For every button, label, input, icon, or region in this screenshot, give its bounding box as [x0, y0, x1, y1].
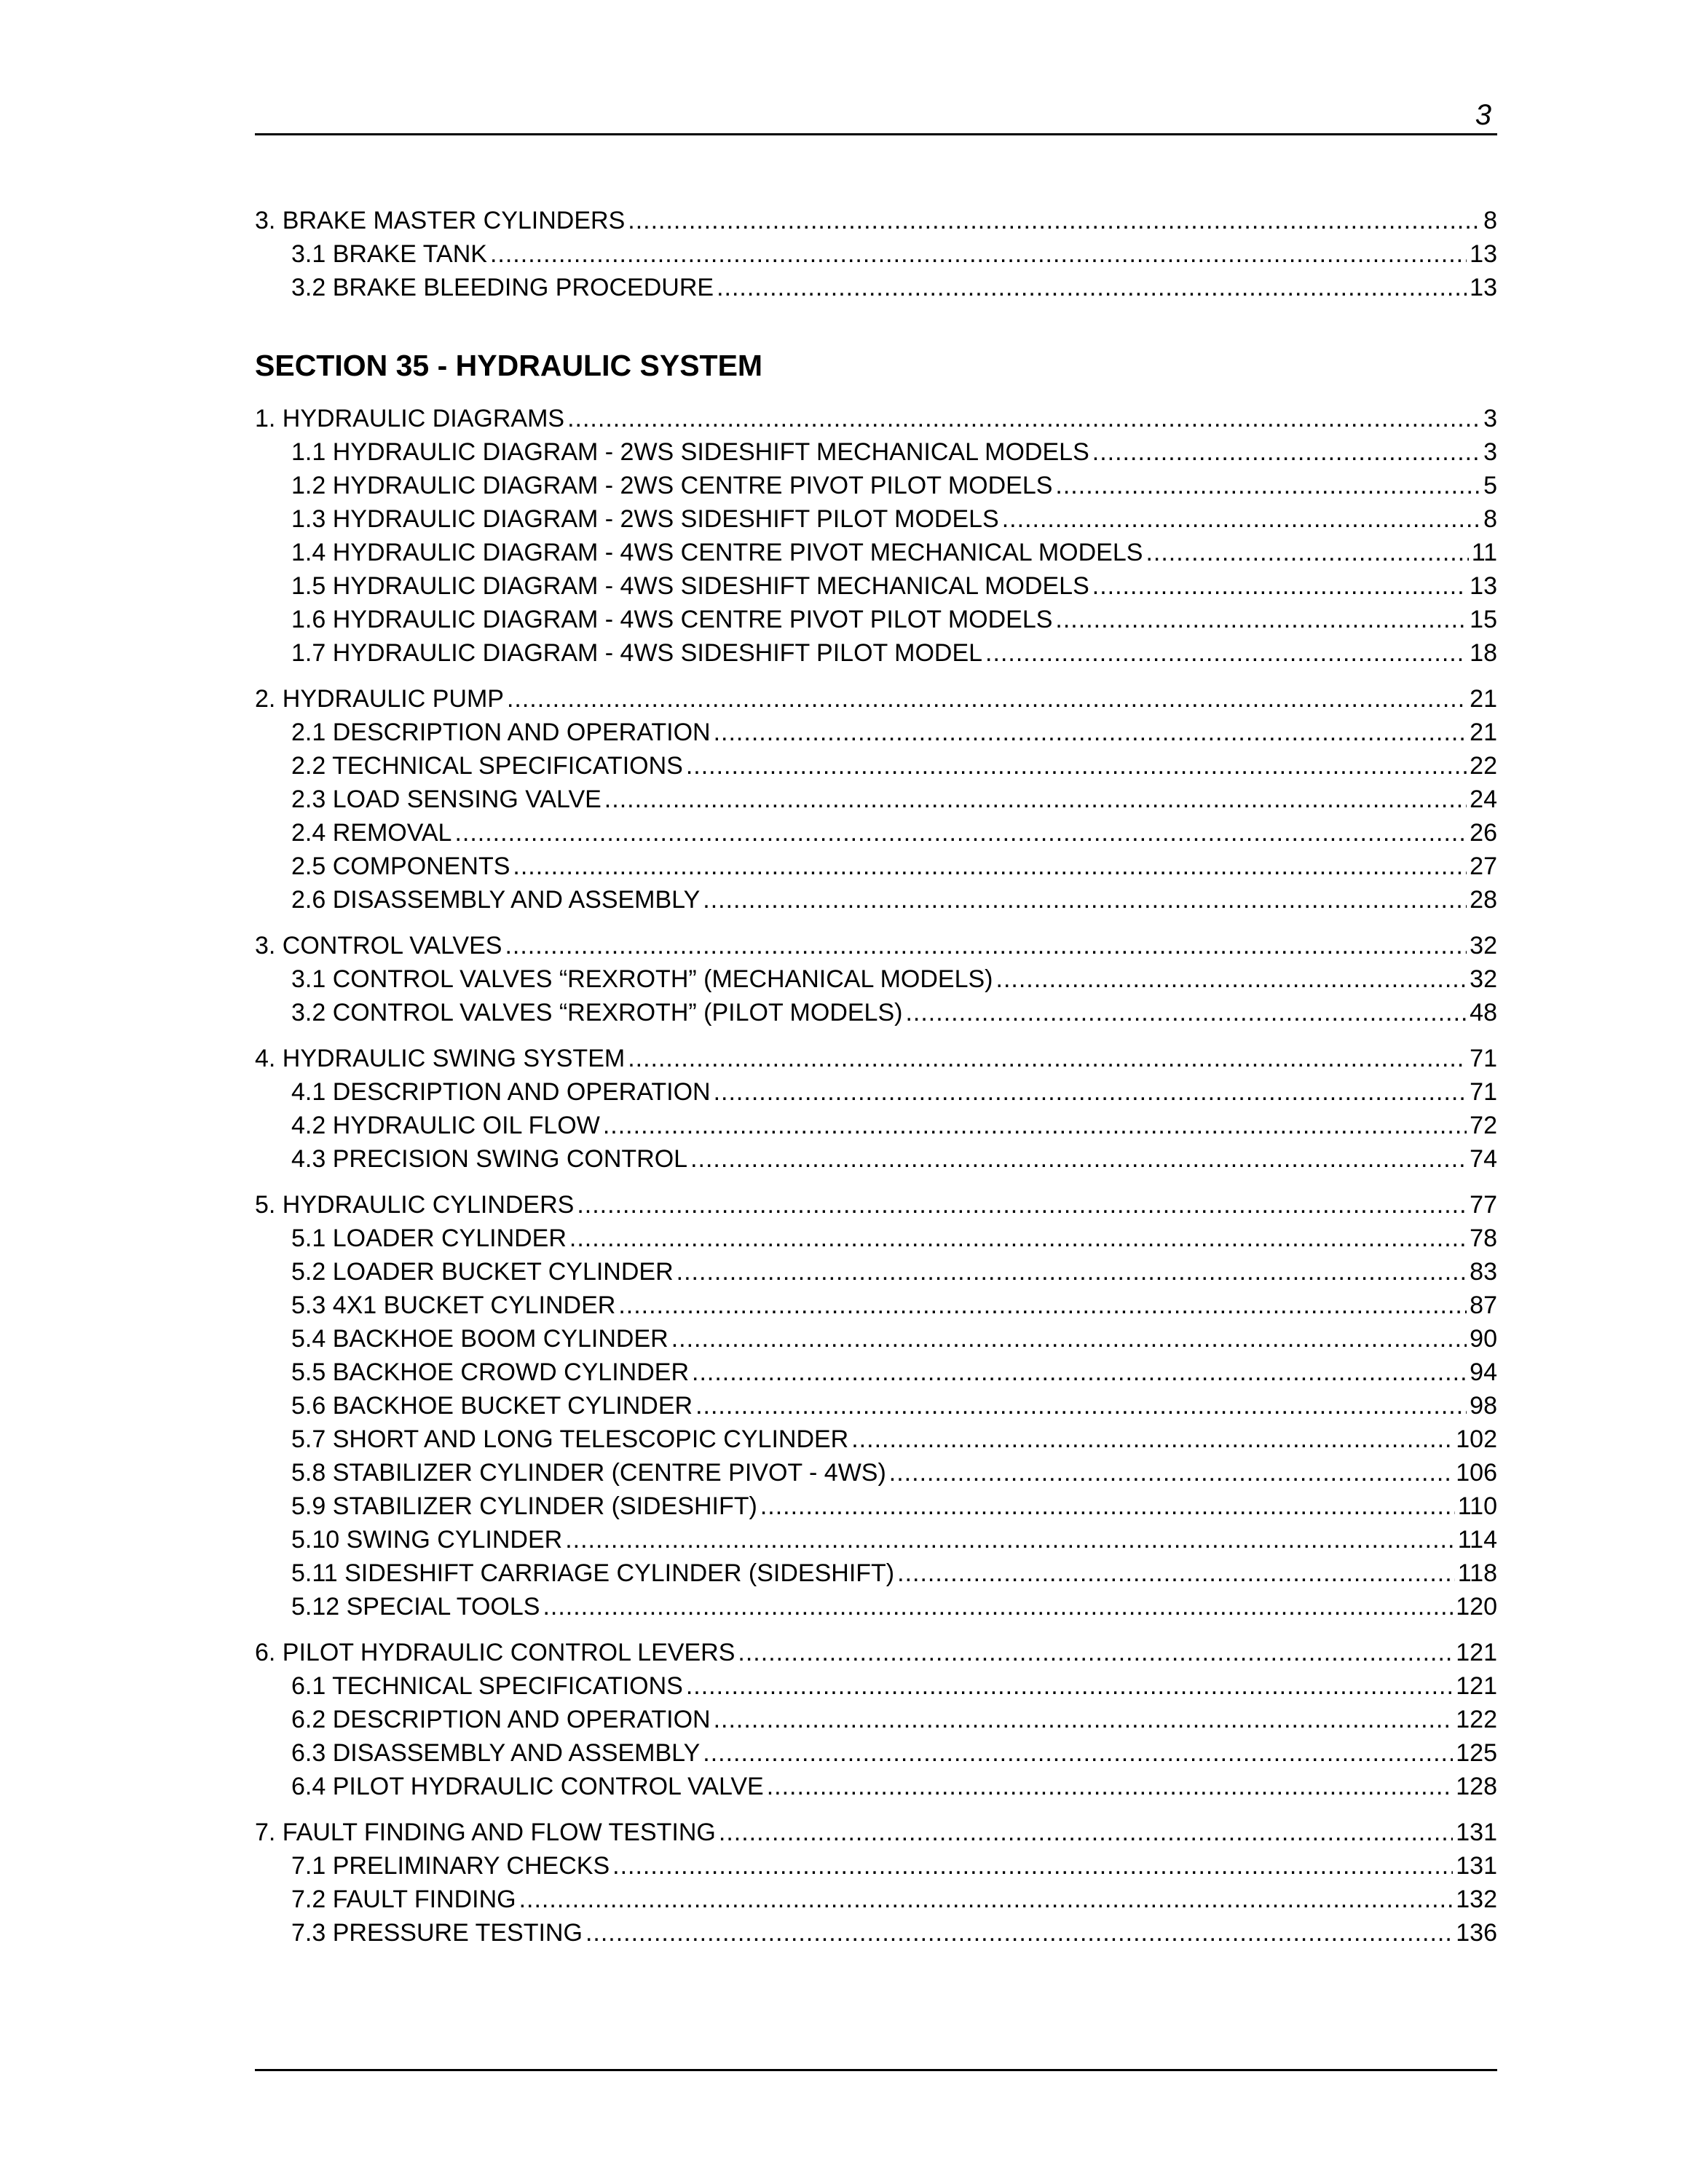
toc-entry-label: 5.6 BACKHOE BUCKET CYLINDER	[291, 1392, 693, 1420]
toc-entry-label: 3.2 CONTROL VALVES “REXROTH” (PILOT MODELS)	[291, 999, 903, 1026]
toc-subentry[interactable]	[255, 469, 1497, 502]
toc-entry-page: 122	[1456, 1706, 1497, 1733]
dot-leader	[454, 816, 1467, 850]
toc-entry[interactable]	[255, 929, 1497, 962]
toc-entry-label: 2. HYDRAULIC PUMP	[255, 685, 504, 713]
section-heading: SECTION 35 - HYDRAULIC SYSTEM	[255, 349, 763, 382]
toc-entry-label: 2.1 DESCRIPTION AND OPERATION	[291, 719, 711, 746]
toc-subentry[interactable]	[255, 435, 1497, 469]
toc-subentry[interactable]	[255, 237, 1497, 271]
toc-entry-page: 32	[1470, 965, 1497, 993]
dot-leader	[603, 1109, 1467, 1142]
toc-entry[interactable]	[255, 204, 1497, 237]
toc-entry-label: 2.5 COMPONENTS	[291, 852, 510, 880]
toc-subentry[interactable]	[255, 636, 1497, 670]
toc-subentry[interactable]	[255, 749, 1497, 783]
dot-leader	[692, 1356, 1467, 1389]
toc-entry-label: 3. CONTROL VALVES	[255, 932, 502, 960]
toc-entry-page: 83	[1470, 1258, 1497, 1286]
toc-entry-label: 3.1 BRAKE TANK	[291, 240, 487, 268]
group-spacer	[255, 1803, 1497, 1816]
dot-leader	[628, 1042, 1467, 1075]
dot-leader	[686, 1669, 1453, 1703]
dot-leader	[604, 783, 1467, 816]
toc-entry-label: 1.6 HYDRAULIC DIAGRAM - 4WS CENTRE PIVOT PILOT MODELS	[291, 606, 1053, 633]
dot-leader	[686, 749, 1467, 783]
toc-entry-page: 77	[1470, 1191, 1497, 1219]
toc-entry-label: 2.2 TECHNICAL SPECIFICATIONS	[291, 752, 683, 780]
toc-entry-label: 5.12 SPECIAL TOOLS	[291, 1593, 540, 1621]
toc-subentry[interactable]	[255, 850, 1497, 883]
toc-entry-page: 32	[1470, 932, 1497, 960]
toc-entry-page: 3	[1483, 405, 1497, 432]
toc-subentry[interactable]	[255, 1109, 1497, 1142]
dot-leader	[543, 1590, 1453, 1623]
toc-subentry[interactable]	[255, 1669, 1497, 1703]
toc-subentry[interactable]	[255, 1389, 1497, 1423]
toc-entry-label: 5.5 BACKHOE CROWD CYLINDER	[291, 1358, 689, 1386]
toc-entry-page: 22	[1470, 752, 1497, 780]
toc-entry-label: 4.2 HYDRAULIC OIL FLOW	[291, 1112, 600, 1139]
group-spacer	[255, 917, 1497, 929]
group-spacer	[255, 1176, 1497, 1188]
group-spacer	[255, 1029, 1497, 1042]
toc-entry-page: 87	[1470, 1291, 1497, 1319]
toc-entry-label: 5.8 STABILIZER CYLINDER (CENTRE PIVOT - 4WS)	[291, 1459, 886, 1487]
dot-leader	[671, 1322, 1467, 1356]
toc-subentry[interactable]	[255, 1322, 1497, 1356]
toc-subentry[interactable]	[255, 1423, 1497, 1456]
toc-entry[interactable]	[255, 1816, 1497, 1849]
dot-leader	[703, 883, 1467, 917]
toc-subentry[interactable]	[255, 1255, 1497, 1289]
toc-entry-label: 1.3 HYDRAULIC DIAGRAM - 2WS SIDESHIFT PILOT MODELS	[291, 505, 999, 533]
toc-entry-label: 6.2 DESCRIPTION AND OPERATION	[291, 1706, 711, 1733]
toc-entry-label: 7. FAULT FINDING AND FLOW TESTING	[255, 1819, 716, 1846]
toc-entry[interactable]	[255, 1188, 1497, 1222]
toc-entry-label: 3. BRAKE MASTER CYLINDERS	[255, 207, 626, 234]
dot-leader	[490, 237, 1467, 271]
toc-entry-label: 5.2 LOADER BUCKET CYLINDER	[291, 1258, 674, 1286]
toc-entry-page: 24	[1470, 786, 1497, 813]
toc-subentry[interactable]	[255, 783, 1497, 816]
toc-subentry[interactable]	[255, 1770, 1497, 1803]
toc-subentry[interactable]	[255, 962, 1497, 996]
dot-leader	[565, 1523, 1455, 1556]
toc-entry-label: 5.1 LOADER CYLINDER	[291, 1224, 567, 1252]
toc-entry-label: 3.2 BRAKE BLEEDING PROCEDURE	[291, 274, 714, 301]
toc-subentry[interactable]	[255, 883, 1497, 917]
toc-entry-page: 120	[1456, 1593, 1497, 1621]
toc-entry-label: 5.3 4X1 BUCKET CYLINDER	[291, 1291, 616, 1319]
toc-entry-label: 1.2 HYDRAULIC DIAGRAM - 2WS CENTRE PIVOT PILOT MODELS	[291, 472, 1053, 499]
toc-subentry[interactable]	[255, 1556, 1497, 1590]
table-of-contents	[255, 204, 1497, 1950]
dot-leader	[767, 1770, 1454, 1803]
toc-entry-label: 7.2 FAULT FINDING	[291, 1886, 516, 1913]
dot-leader	[618, 1289, 1467, 1322]
toc-entry[interactable]	[255, 1042, 1497, 1075]
toc-entry-page: 131	[1456, 1852, 1497, 1880]
toc-subentry[interactable]	[255, 1456, 1497, 1489]
dot-leader	[695, 1389, 1467, 1423]
toc-entry-label: 5. HYDRAULIC CYLINDERS	[255, 1191, 575, 1219]
dot-leader	[1092, 435, 1480, 469]
toc-entry-page: 132	[1456, 1886, 1497, 1913]
toc-entry-page: 71	[1470, 1078, 1497, 1106]
dot-leader	[714, 716, 1467, 749]
toc-entry-page: 21	[1470, 719, 1497, 746]
toc-subentry[interactable]	[255, 1075, 1497, 1109]
dot-leader	[889, 1456, 1453, 1489]
group-spacer	[255, 670, 1497, 682]
toc-subentry[interactable]	[255, 996, 1497, 1029]
dot-leader	[717, 271, 1467, 304]
toc-entry-page: 5	[1483, 472, 1497, 499]
toc-entry-label: 1.4 HYDRAULIC DIAGRAM - 4WS CENTRE PIVOT MECHANICAL MODELS	[291, 539, 1143, 566]
toc-subentry[interactable]	[255, 536, 1497, 569]
toc-subentry[interactable]	[255, 1736, 1497, 1770]
toc-entry-page: 72	[1470, 1112, 1497, 1139]
toc-entry-page: 94	[1470, 1358, 1497, 1386]
dot-leader	[507, 682, 1467, 716]
toc-entry-page: 71	[1470, 1045, 1497, 1072]
toc-entry-page: 118	[1457, 1559, 1497, 1587]
dot-leader	[760, 1489, 1455, 1523]
toc-entry[interactable]	[255, 402, 1497, 435]
toc-entry-label: 4.3 PRECISION SWING CONTROL	[291, 1145, 688, 1173]
toc-entry-page: 131	[1456, 1819, 1497, 1846]
toc-entry-label: 7.1 PRELIMINARY CHECKS	[291, 1852, 610, 1880]
dot-leader	[519, 1883, 1454, 1916]
toc-subentry[interactable]	[255, 1356, 1497, 1389]
toc-entry-page: 15	[1470, 606, 1497, 633]
toc-entry-page: 13	[1470, 240, 1497, 268]
toc-subentry[interactable]	[255, 716, 1497, 749]
toc-subentry[interactable]	[255, 1222, 1497, 1255]
toc-entry-label: 2.3 LOAD SENSING VALVE	[291, 786, 602, 813]
toc-entry-label: 1.7 HYDRAULIC DIAGRAM - 4WS SIDESHIFT PILOT MODEL	[291, 639, 983, 667]
toc-entry-label: 5.10 SWING CYLINDER	[291, 1526, 563, 1554]
toc-entry-label: 5.9 STABILIZER CYLINDER (SIDESHIFT)	[291, 1492, 757, 1520]
toc-entry[interactable]	[255, 682, 1497, 716]
toc-entry-page: 13	[1470, 572, 1497, 600]
dot-leader	[1055, 469, 1480, 502]
toc-entry-page: 125	[1456, 1739, 1497, 1767]
toc-subentry[interactable]	[255, 1142, 1497, 1176]
toc-entry-label: 6.4 PILOT HYDRAULIC CONTROL VALVE	[291, 1773, 764, 1800]
toc-entry-label: 3.1 CONTROL VALVES “REXROTH” (MECHANICAL MODELS)	[291, 965, 993, 993]
toc-entry-label: 6.1 TECHNICAL SPECIFICATIONS	[291, 1672, 683, 1700]
group-spacer	[255, 1623, 1497, 1636]
toc-entry-label: 7.3 PRESSURE TESTING	[291, 1919, 583, 1947]
toc-entry-label: 2.4 REMOVAL	[291, 819, 452, 847]
toc-entry-label: 6.3 DISASSEMBLY AND ASSEMBLY	[291, 1739, 701, 1767]
toc-entry-page: 128	[1456, 1773, 1497, 1800]
dot-leader	[677, 1255, 1467, 1289]
dot-leader	[628, 204, 1480, 237]
toc-subentry[interactable]	[255, 1703, 1497, 1736]
toc-entry-page: 28	[1470, 886, 1497, 914]
toc-subentry[interactable]	[255, 1883, 1497, 1916]
toc-entry-label: 1.1 HYDRAULIC DIAGRAM - 2WS SIDESHIFT MECHANICAL MODELS	[291, 438, 1089, 466]
toc-subentry[interactable]	[255, 271, 1497, 304]
toc-entry-page: 121	[1456, 1672, 1497, 1700]
toc-entry-page: 8	[1483, 505, 1497, 533]
toc-entry-page: 90	[1470, 1325, 1497, 1353]
toc-entry-page: 78	[1470, 1224, 1497, 1252]
toc-entry-label: 6. PILOT HYDRAULIC CONTROL LEVERS	[255, 1639, 735, 1666]
dot-leader	[719, 1816, 1453, 1849]
toc-entry-label: 5.11 SIDESHIFT CARRIAGE CYLINDER (SIDESHIFT)	[291, 1559, 895, 1587]
toc-entry-label: 1.5 HYDRAULIC DIAGRAM - 4WS SIDESHIFT MECHANICAL MODELS	[291, 572, 1089, 600]
toc-entry-label: 5.7 SHORT AND LONG TELESCOPIC CYLINDER	[291, 1425, 849, 1453]
toc-entry-page: 18	[1470, 639, 1497, 667]
dot-leader	[1092, 569, 1467, 603]
toc-entry-page: 98	[1470, 1392, 1497, 1420]
dot-leader	[567, 402, 1480, 435]
toc-entry-page: 114	[1457, 1526, 1497, 1554]
dot-leader	[703, 1736, 1453, 1770]
toc-subentry[interactable]	[255, 1489, 1497, 1523]
dot-leader	[897, 1556, 1455, 1590]
toc-entry-page: 102	[1456, 1425, 1497, 1453]
toc-entry-page: 27	[1470, 852, 1497, 880]
toc-subentry[interactable]	[255, 1289, 1497, 1322]
toc-entry-page: 106	[1456, 1459, 1497, 1487]
toc-entry-page: 21	[1470, 685, 1497, 713]
toc-subentry[interactable]	[255, 603, 1497, 636]
toc-entry-page: 110	[1457, 1492, 1497, 1520]
dot-leader	[738, 1636, 1453, 1669]
dot-leader	[612, 1849, 1453, 1883]
toc-entry-label: 5.4 BACKHOE BOOM CYLINDER	[291, 1325, 669, 1353]
toc-entry-page: 8	[1483, 207, 1497, 234]
toc-subentry[interactable]	[255, 1916, 1497, 1950]
toc-subentry[interactable]	[255, 1590, 1497, 1623]
dot-leader	[505, 929, 1467, 962]
dot-leader	[851, 1423, 1453, 1456]
dot-leader	[905, 996, 1467, 1029]
toc-entry-label: 4. HYDRAULIC SWING SYSTEM	[255, 1045, 626, 1072]
toc-entry[interactable]	[255, 1636, 1497, 1669]
toc-entry-page: 48	[1470, 999, 1497, 1026]
toc-entry-page: 11	[1471, 539, 1497, 566]
dot-leader	[569, 1222, 1467, 1255]
toc-entry-page: 121	[1456, 1639, 1497, 1666]
toc-subentry[interactable]	[255, 502, 1497, 536]
dot-leader	[1002, 502, 1480, 536]
toc-subentry[interactable]	[255, 569, 1497, 603]
dot-leader	[585, 1916, 1453, 1950]
footer-rule	[255, 2069, 1497, 2071]
dot-leader	[996, 962, 1467, 996]
toc-entry-label: 4.1 DESCRIPTION AND OPERATION	[291, 1078, 711, 1106]
toc-entry-page: 3	[1483, 438, 1497, 466]
toc-entry-label: 2.6 DISASSEMBLY AND ASSEMBLY	[291, 886, 701, 914]
dot-leader	[714, 1075, 1467, 1109]
toc-entry-page: 26	[1470, 819, 1497, 847]
dot-leader	[1145, 536, 1468, 569]
toc-entry-page: 74	[1470, 1145, 1497, 1173]
dot-leader	[1055, 603, 1467, 636]
dot-leader	[690, 1142, 1467, 1176]
page-number: 3	[1475, 99, 1491, 131]
dot-leader	[513, 850, 1467, 883]
dot-leader	[714, 1703, 1454, 1736]
dot-leader	[985, 636, 1467, 670]
toc-subentry[interactable]	[255, 1523, 1497, 1556]
dot-leader	[577, 1188, 1467, 1222]
toc-subentry[interactable]	[255, 816, 1497, 850]
toc-subentry[interactable]	[255, 1849, 1497, 1883]
toc-entry-label: 1. HYDRAULIC DIAGRAMS	[255, 405, 565, 432]
toc-entry-page: 136	[1456, 1919, 1497, 1947]
toc-entry-page: 13	[1470, 274, 1497, 301]
header-rule	[255, 133, 1497, 135]
